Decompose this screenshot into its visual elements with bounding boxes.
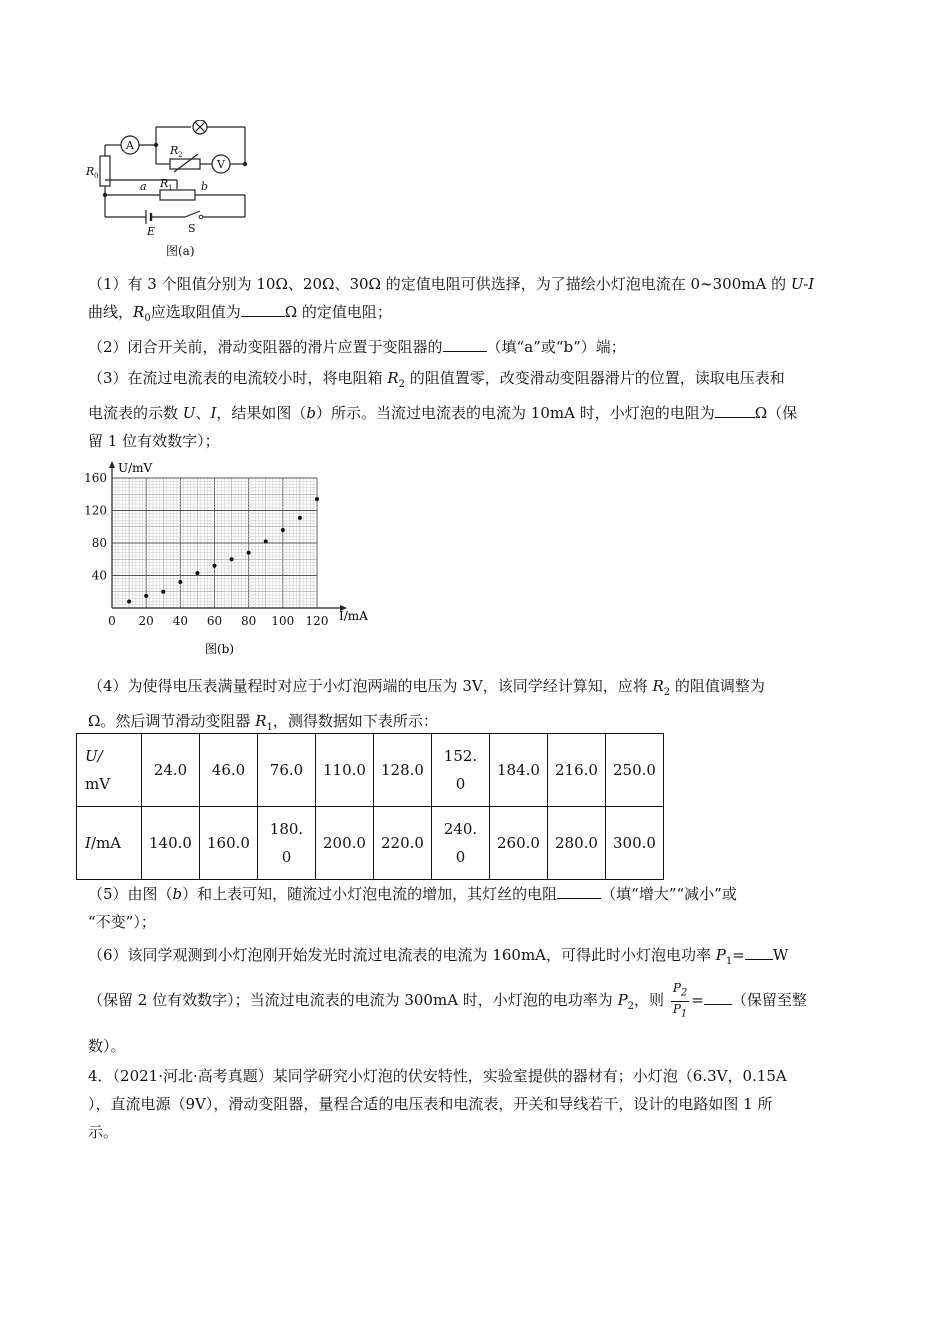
q3-text-6: Ω（保 [754,404,798,422]
table-cell [374,734,432,807]
q4-r2-sub: 2 [663,687,671,698]
question-5 [88,880,863,936]
q6-p2: P [617,991,628,1009]
qn-spec-1: 6.3V [692,1067,728,1085]
cell-text: 250.0 [613,761,656,779]
data-point [144,594,148,598]
q6-answer-blank-1[interactable] [745,943,773,960]
table-header-i: I/mA [77,807,142,880]
q6-p2-sub: 2 [627,1001,635,1012]
cell-text: 0 [455,775,466,793]
r2-label: R [170,144,179,157]
q3-text-2: 的阻值置零，改变滑动变阻器滑片的位置，读取电压表和 [405,369,785,387]
q4-r2: R [652,677,664,695]
q4-r1: R [255,712,267,730]
cell-text: 128.0 [381,761,424,779]
cell-text: 240. [443,820,478,838]
x-axis-label: I/mA [339,609,368,623]
ammeter-label: A [126,139,134,152]
terminal-a-label: a [140,180,147,193]
q2-tail: （填“a”或“b”）端； [486,338,626,356]
table-cell [548,734,606,807]
q3-r2: R [387,369,399,387]
q6-text-5: 数）。 [88,1037,126,1055]
x-tick-label: 0 [108,614,116,628]
cell-text: 110.0 [323,761,366,779]
qn-text-2: ），直流电源（ [88,1095,186,1113]
q4-text-4: ，测得数据如下表所示： [272,712,438,730]
table-cell [316,807,374,880]
q1-ui-label: U-I [790,275,815,293]
table-row-i [77,807,664,880]
data-point [298,516,302,520]
cell-text: 300.0 [613,834,656,852]
cell-text: 280.0 [555,834,598,852]
cell-text: 0 [281,848,292,866]
frac-den-sub: 1 [680,1007,688,1019]
question-4 [88,672,863,742]
data-point [247,551,251,555]
q1-r0: R [133,303,145,321]
u-header-1: U/ [85,747,103,765]
battery-label: E [147,225,156,238]
qn-spec-3: 9V [185,1095,206,1113]
cell-text: 220.0 [381,834,424,852]
table-cell [606,734,664,807]
q6-eq-2: = [691,991,704,1009]
table-cell [374,807,432,880]
cell-text: 216.0 [555,761,598,779]
table-cell [490,807,548,880]
q3-b: b [306,404,317,422]
data-table [76,733,664,880]
q1-text: （1）有 3 个阻值分别为 10Ω、20Ω、30Ω 的定值电阻可供选择，为了描绘小灯泡电流在 0~300mA 的 [88,275,791,293]
qn-text-4: 示。 [88,1123,119,1141]
r2-sub: 2 [178,151,183,159]
q3-sep: 、 [195,404,211,422]
q6-p1-sub: 1 [725,956,733,967]
x-tick-label: 120 [305,614,329,628]
figure-a-caption: 图(a) [166,244,195,258]
data-point [315,497,319,501]
q3-answer-blank[interactable] [715,401,755,418]
question-6-line-2 [88,980,863,1027]
table-cell [142,734,200,807]
y-axis-arrow [109,461,115,468]
frac-num: P [672,981,681,996]
table-cell [606,807,664,880]
qn-text-1: 4．（2021·河北·高考真题）某同学研究小灯泡的伏安特性，实验室提供的器材有；小灯泡（ [88,1067,693,1085]
data-point [161,590,165,594]
data-point [230,557,234,561]
table-cell [142,807,200,880]
q6-text-4: （保留至整 [731,991,807,1009]
cell-text: 152. [443,747,478,765]
q4-r1-sub: 1 [266,722,273,733]
data-point [127,600,131,604]
q1-text-4: Ω 的定值电阻； [284,303,392,321]
qn-comma: ， [727,1067,743,1085]
question-6 [88,940,863,977]
q3-u: U [182,404,196,422]
figure-b-caption: 图(b) [205,642,235,656]
y-tick-label: 120 [84,503,107,518]
frac-den: P [672,1001,681,1016]
r0-sub: 0 [94,172,99,180]
table-cell [200,734,258,807]
cell-text: 46.0 [211,761,246,779]
r1-sub: 1 [168,184,173,192]
q3-text-4: ，结果如图（ [216,404,307,422]
q3-text-3: 电流表的示数 [88,404,183,422]
table-cell [548,807,606,880]
cell-text: 160.0 [207,834,250,852]
cell-text: 184.0 [497,761,540,779]
question-3 [88,364,863,455]
table-row-u [77,734,664,807]
voltmeter-label: V [217,158,225,171]
question-6-line-3 [88,1032,863,1060]
q6-text-2: （保留 2 位有效数字）；当流过电流表的电流为 300mA 时，小灯泡的电功率为 [88,991,618,1009]
cell-text: 24.0 [153,761,188,779]
q1-text-3: 应选取阻值为 [150,303,241,321]
cell-text: 200.0 [323,834,366,852]
frac-num-sub: 2 [680,987,688,999]
q2-answer-blank[interactable] [443,335,487,352]
table-header-u [77,734,142,807]
power-ratio-fraction [671,981,689,1021]
y-tick-label: 160 [84,471,107,485]
cell-text: 76.0 [269,761,304,779]
data-point [178,580,182,584]
q5-text-4: “不变”）； [88,913,156,931]
ui-chart [80,455,380,660]
q1-answer-blank[interactable] [241,300,285,317]
y-tick-label: 40 [91,568,107,583]
question-next [88,1062,863,1146]
switch-label: S [188,222,196,235]
x-tick-label: 60 [206,614,223,628]
table-cell [258,807,316,880]
cell-text: 140.0 [149,834,192,852]
q2-text: （2）闭合开关前，滑动变阻器的滑片应置于变阻器的 [88,338,443,356]
q5-answer-blank[interactable] [557,882,601,899]
terminal-b-label: b [201,180,209,193]
q6-p1: P [715,946,726,964]
q5-text-2: ）和上表可知，随流过小灯泡电流的增加，其灯丝的电阻 [182,885,558,903]
q5-text-1: （5）由图（ [88,885,173,903]
q1-text-2: 曲线， [88,303,134,321]
data-point [264,539,268,543]
qn-spec-2: 0.15A [742,1067,787,1085]
question-1 [88,270,863,333]
table-cell [316,734,374,807]
y-tick-label: 80 [91,536,107,550]
table-cell [258,734,316,807]
q3-i: I [210,404,217,422]
q1-r0-sub: 0 [144,313,151,324]
r1-label: R [160,177,169,190]
circuit-diagram [80,120,280,265]
cell-text: 0 [455,848,466,866]
data-point [281,528,285,532]
cell-text: 180. [269,820,304,838]
y-axis-label: U/mV [118,461,153,475]
q5-b: b [172,885,183,903]
q3-text-7: 留 1 位有效数字）； [88,432,220,450]
data-point [213,564,217,568]
q3-r2-sub: 2 [398,379,405,390]
r0-label: R [86,165,95,178]
table-cell [432,807,490,880]
x-tick-label: 80 [241,614,257,628]
q3-text-5: ）所示。当流过电流表的电流为 10mA 时，小灯泡的电阻为 [316,404,715,422]
x-tick-label: 100 [271,614,295,628]
q6-eq-1: = [732,946,745,964]
q6-text-1: （6）该同学观测到小灯泡刚开始发光时流过电流表的电流为 160mA，可得此时小灯泡电功率 [88,946,716,964]
qn-text-3: ），滑动变阻器，量程合适的电压表和电流表，开关和导线若干，设计的电路如图 1 所 [205,1095,773,1113]
q6-answer-blank-2[interactable] [704,988,732,1005]
q4-text-2: 的阻值调整为 [670,677,765,695]
data-point [195,571,199,575]
q4-text-3: Ω。然后调节滑动变阻器 [88,712,256,730]
x-tick-label: 20 [138,614,154,628]
x-tick-label: 40 [172,614,188,628]
u-header-2: mV [85,775,111,793]
table-cell [490,734,548,807]
table-cell [200,807,258,880]
table-cell [432,734,490,807]
q6-text-3: ，则 [634,991,669,1009]
question-2 [88,333,863,361]
cell-text: 260.0 [497,834,540,852]
q5-text-3: （填“增大”“减小”或 [601,885,737,903]
q6-unit: W [772,946,789,964]
q3-text-1: （3）在流过电流表的电流较小时，将电阻箱 [88,369,388,387]
q4-text-1: （4）为使得电压表满量程时对应于小灯泡两端的电压为 3V，该同学经计算知，应将 [88,677,653,695]
